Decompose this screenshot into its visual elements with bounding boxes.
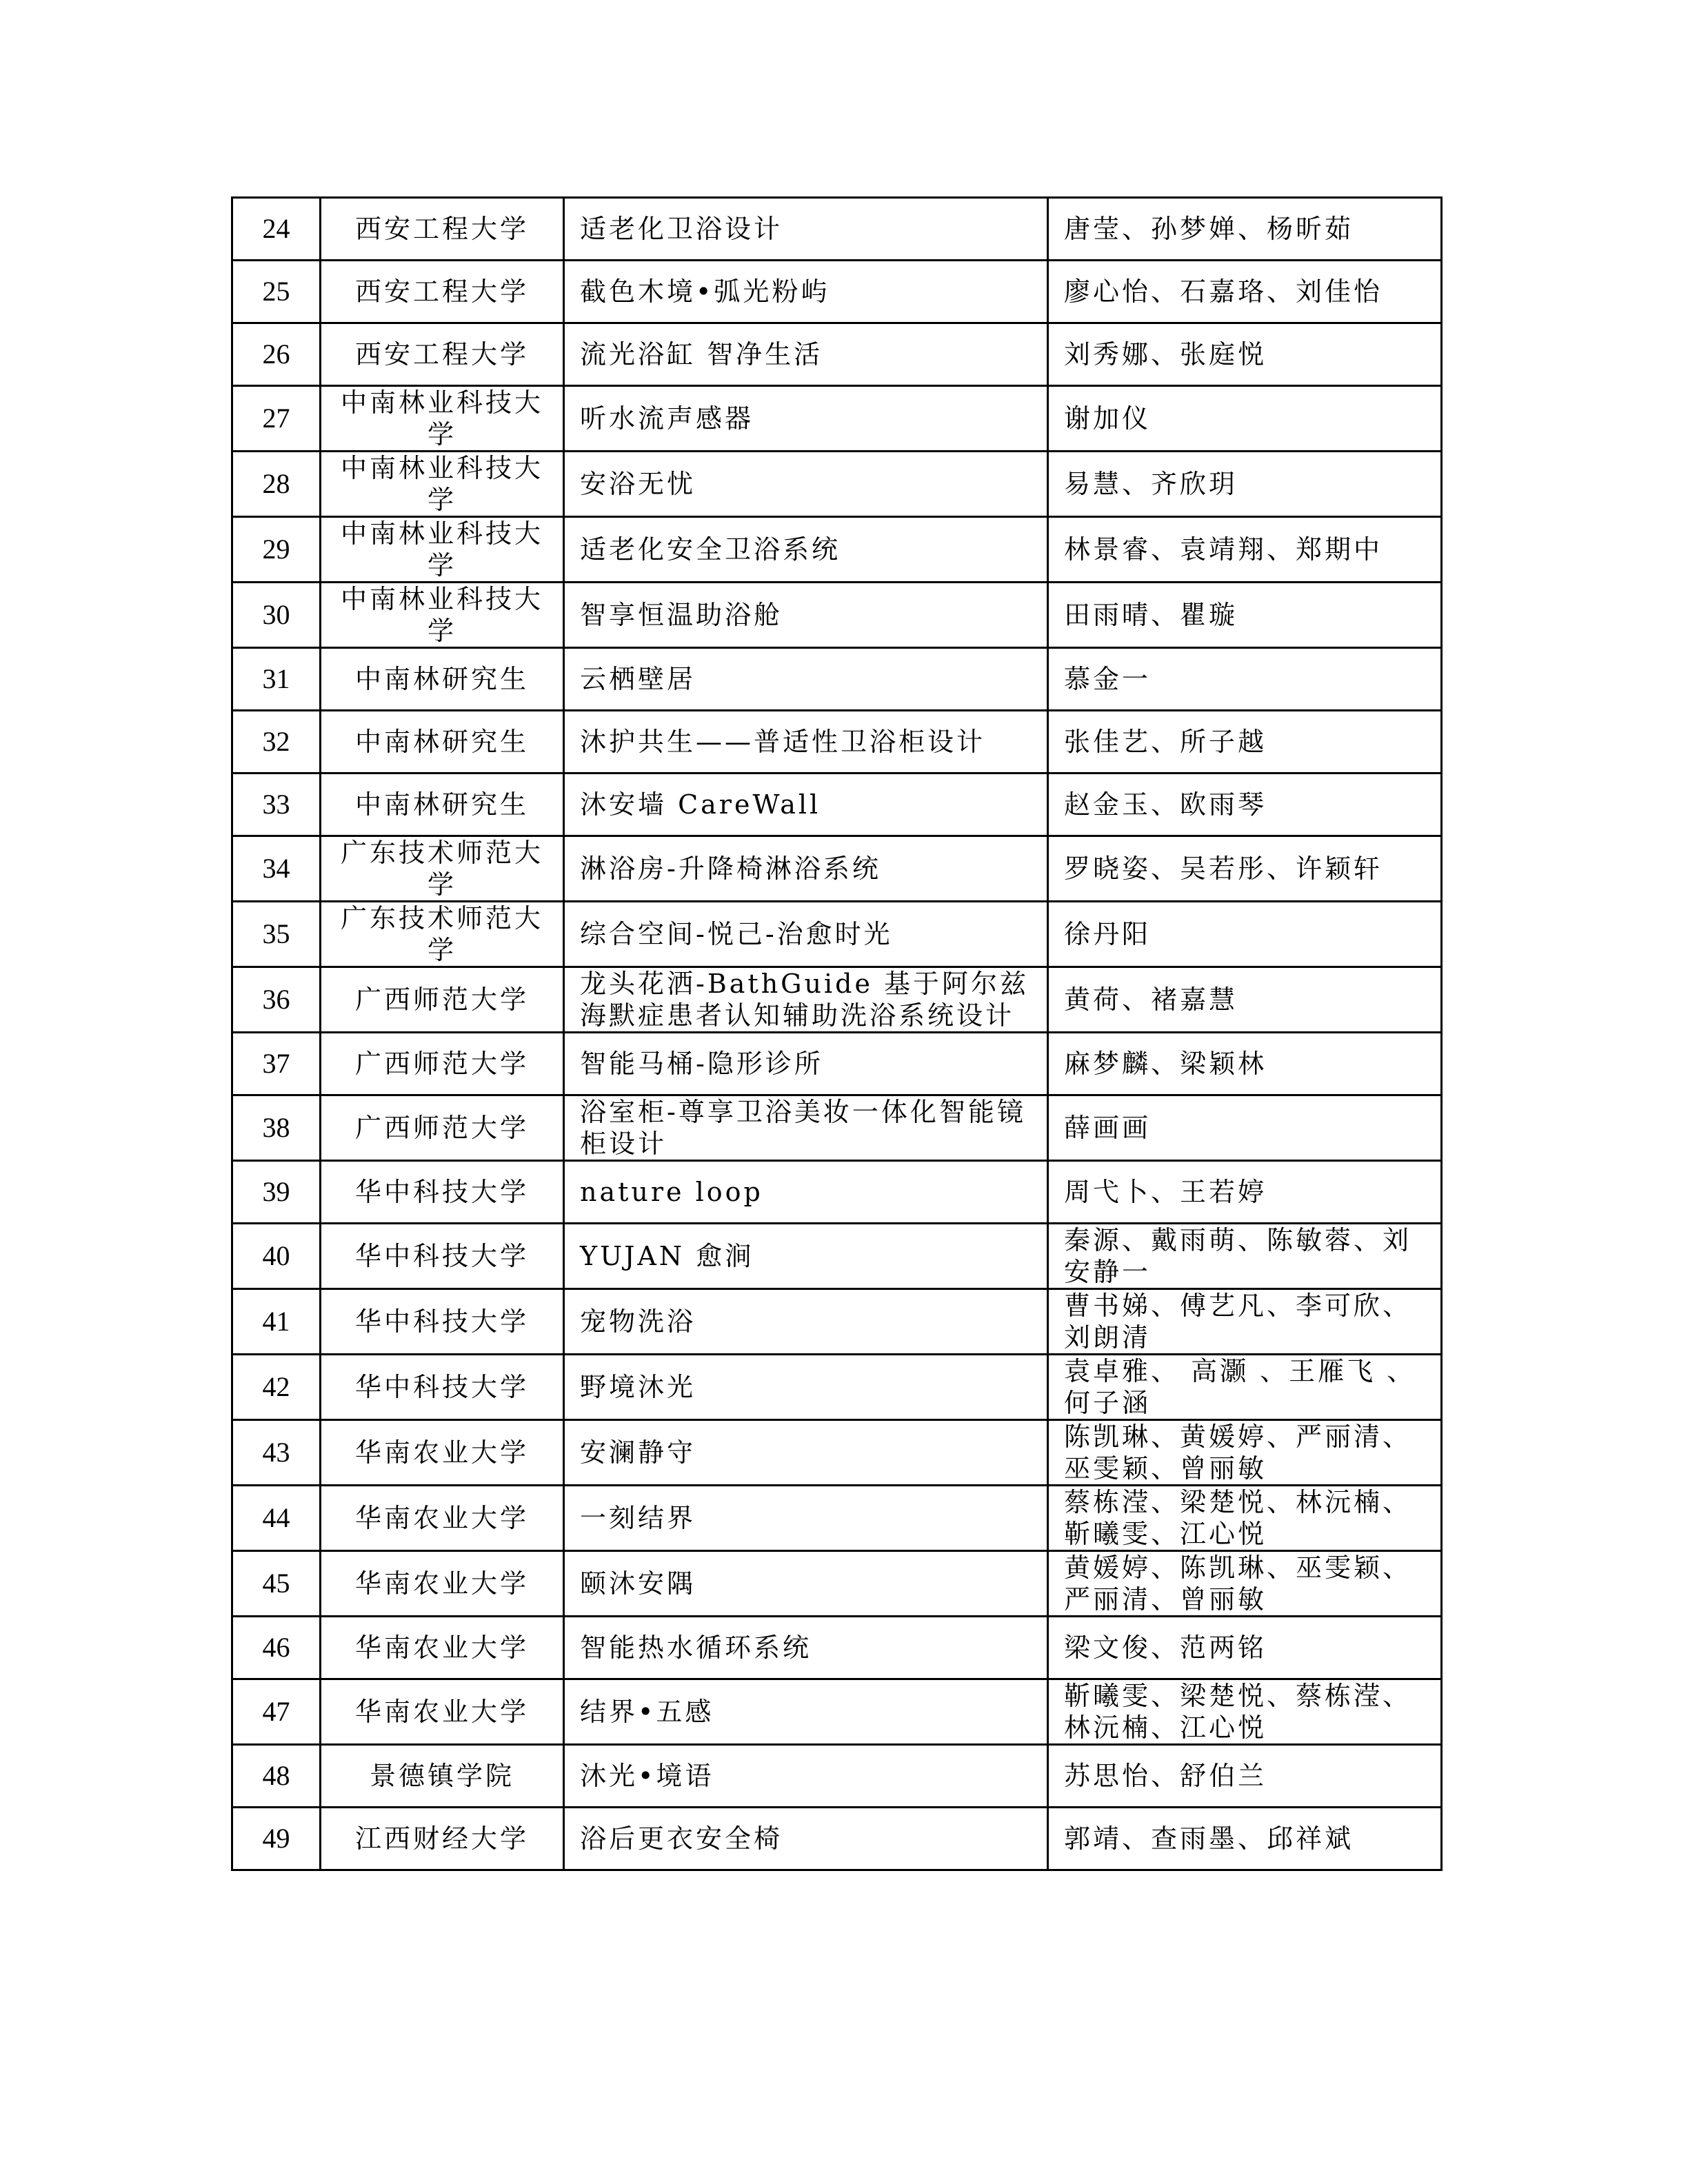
work-title: 龙头花洒-BathGuide 基于阿尔兹海默症患者认知辅助洗浴系统设计 bbox=[564, 967, 1048, 1033]
row-number: 49 bbox=[232, 1808, 321, 1870]
table-row bbox=[232, 1420, 1442, 1486]
work-title: 一刻结界 bbox=[564, 1486, 1048, 1551]
school-name: 华中科技大学 bbox=[321, 1355, 564, 1420]
table-row bbox=[232, 1224, 1442, 1289]
row-number: 38 bbox=[232, 1095, 321, 1161]
school-name: 华南农业大学 bbox=[321, 1420, 564, 1486]
row-number: 33 bbox=[232, 774, 321, 836]
school-name: 景德镇学院 bbox=[321, 1745, 564, 1808]
team-members: 徐丹阳 bbox=[1048, 902, 1442, 967]
row-number: 35 bbox=[232, 902, 321, 967]
table-row bbox=[232, 1679, 1442, 1745]
work-title: 沐光•境语 bbox=[564, 1745, 1048, 1808]
row-number: 32 bbox=[232, 711, 321, 774]
team-members: 黄媛婷、陈凯琳、巫雯颖、严丽清、曾丽敏 bbox=[1048, 1551, 1442, 1617]
work-title: 安浴无忧 bbox=[564, 452, 1048, 517]
school-name: 中南林业科技大学 bbox=[321, 583, 564, 648]
row-number: 26 bbox=[232, 323, 321, 386]
table-row bbox=[232, 198, 1442, 261]
work-title: 淋浴房-升降椅淋浴系统 bbox=[564, 836, 1048, 902]
team-members: 田雨晴、瞿璇 bbox=[1048, 583, 1442, 648]
school-name: 中南林业科技大学 bbox=[321, 386, 564, 452]
work-title: 云栖壁居 bbox=[564, 648, 1048, 711]
table-row bbox=[232, 836, 1442, 902]
table-row bbox=[232, 583, 1442, 648]
work-title: 综合空间-悦己-治愈时光 bbox=[564, 902, 1048, 967]
work-title: 颐沐安隅 bbox=[564, 1551, 1048, 1617]
team-members: 曹书娣、傅艺凡、李可欣、刘朗清 bbox=[1048, 1289, 1442, 1355]
row-number: 47 bbox=[232, 1679, 321, 1745]
team-members: 易慧、齐欣玥 bbox=[1048, 452, 1442, 517]
team-members: 秦源、戴雨萌、陈敏蓉、刘安静一 bbox=[1048, 1224, 1442, 1289]
team-members: 黄荷、褚嘉慧 bbox=[1048, 967, 1442, 1033]
row-number: 30 bbox=[232, 583, 321, 648]
school-name: 江西财经大学 bbox=[321, 1808, 564, 1870]
school-name: 华中科技大学 bbox=[321, 1289, 564, 1355]
row-number: 31 bbox=[232, 648, 321, 711]
team-members: 袁卓雅、 高灏 、王雁飞 、何子涵 bbox=[1048, 1355, 1442, 1420]
table-row bbox=[232, 386, 1442, 452]
row-number: 45 bbox=[232, 1551, 321, 1617]
table-row bbox=[232, 517, 1442, 583]
work-title: 安澜静守 bbox=[564, 1420, 1048, 1486]
table-row bbox=[232, 1808, 1442, 1870]
row-number: 46 bbox=[232, 1617, 321, 1679]
table-row bbox=[232, 1617, 1442, 1679]
school-name: 中南林研究生 bbox=[321, 711, 564, 774]
table-row bbox=[232, 1745, 1442, 1808]
table-row bbox=[232, 1551, 1442, 1617]
work-title: 智能热水循环系统 bbox=[564, 1617, 1048, 1679]
school-name: 华中科技大学 bbox=[321, 1161, 564, 1224]
work-title: 沐安墙 CareWall bbox=[564, 774, 1048, 836]
team-members: 罗晓姿、吴若彤、许颖轩 bbox=[1048, 836, 1442, 902]
work-title: YUJAN 愈涧 bbox=[564, 1224, 1048, 1289]
row-number: 43 bbox=[232, 1420, 321, 1486]
team-members: 薛画画 bbox=[1048, 1095, 1442, 1161]
team-members: 苏思怡、舒伯兰 bbox=[1048, 1745, 1442, 1808]
work-title: 适老化安全卫浴系统 bbox=[564, 517, 1048, 583]
team-members: 靳曦雯、梁楚悦、蔡栋滢、林沅楠、江心悦 bbox=[1048, 1679, 1442, 1745]
table-row bbox=[232, 711, 1442, 774]
table-row bbox=[232, 452, 1442, 517]
row-number: 39 bbox=[232, 1161, 321, 1224]
work-title: 结界•五感 bbox=[564, 1679, 1048, 1745]
table-row bbox=[232, 1033, 1442, 1095]
row-number: 29 bbox=[232, 517, 321, 583]
team-members: 赵金玉、欧雨琴 bbox=[1048, 774, 1442, 836]
school-name: 华中科技大学 bbox=[321, 1224, 564, 1289]
school-name: 广东技术师范大学 bbox=[321, 836, 564, 902]
school-name: 中南林业科技大学 bbox=[321, 452, 564, 517]
row-number: 36 bbox=[232, 967, 321, 1033]
table-row bbox=[232, 902, 1442, 967]
work-title: 野境沐光 bbox=[564, 1355, 1048, 1420]
award-list-table bbox=[231, 196, 1443, 1871]
work-title: 宠物洗浴 bbox=[564, 1289, 1048, 1355]
team-members: 郭靖、查雨墨、邱祥斌 bbox=[1048, 1808, 1442, 1870]
school-name: 中南林研究生 bbox=[321, 648, 564, 711]
table-row bbox=[232, 1486, 1442, 1551]
school-name: 西安工程大学 bbox=[321, 261, 564, 323]
school-name: 广东技术师范大学 bbox=[321, 902, 564, 967]
team-members: 梁文俊、范两铭 bbox=[1048, 1617, 1442, 1679]
table-row bbox=[232, 648, 1442, 711]
work-title: 听水流声感器 bbox=[564, 386, 1048, 452]
row-number: 28 bbox=[232, 452, 321, 517]
work-title: 沐护共生——普适性卫浴柜设计 bbox=[564, 711, 1048, 774]
school-name: 广西师范大学 bbox=[321, 967, 564, 1033]
school-name: 中南林业科技大学 bbox=[321, 517, 564, 583]
row-number: 44 bbox=[232, 1486, 321, 1551]
team-members: 廖心怡、石嘉珞、刘佳怡 bbox=[1048, 261, 1442, 323]
team-members: 陈凯琳、黄媛婷、严丽清、巫雯颖、曾丽敏 bbox=[1048, 1420, 1442, 1486]
team-members: 谢加仪 bbox=[1048, 386, 1442, 452]
school-name: 华南农业大学 bbox=[321, 1551, 564, 1617]
school-name: 西安工程大学 bbox=[321, 323, 564, 386]
work-title: nature loop bbox=[564, 1161, 1048, 1224]
school-name: 中南林研究生 bbox=[321, 774, 564, 836]
row-number: 27 bbox=[232, 386, 321, 452]
team-members: 麻梦麟、梁颖林 bbox=[1048, 1033, 1442, 1095]
work-title: 智享恒温助浴舱 bbox=[564, 583, 1048, 648]
work-title: 适老化卫浴设计 bbox=[564, 198, 1048, 261]
team-members: 唐莹、孙梦婵、杨昕茹 bbox=[1048, 198, 1442, 261]
table-row bbox=[232, 1161, 1442, 1224]
school-name: 西安工程大学 bbox=[321, 198, 564, 261]
work-title: 截色木境•弧光粉屿 bbox=[564, 261, 1048, 323]
table-row bbox=[232, 967, 1442, 1033]
school-name: 广西师范大学 bbox=[321, 1033, 564, 1095]
award-list-table-container bbox=[231, 196, 1440, 1871]
row-number: 42 bbox=[232, 1355, 321, 1420]
team-members: 慕金一 bbox=[1048, 648, 1442, 711]
row-number: 24 bbox=[232, 198, 321, 261]
row-number: 25 bbox=[232, 261, 321, 323]
school-name: 华南农业大学 bbox=[321, 1617, 564, 1679]
school-name: 广西师范大学 bbox=[321, 1095, 564, 1161]
table-row bbox=[232, 774, 1442, 836]
row-number: 41 bbox=[232, 1289, 321, 1355]
team-members: 蔡栋滢、梁楚悦、林沅楠、靳曦雯、江心悦 bbox=[1048, 1486, 1442, 1551]
table-row bbox=[232, 1095, 1442, 1161]
team-members: 张佳艺、所子越 bbox=[1048, 711, 1442, 774]
work-title: 流光浴缸 智净生活 bbox=[564, 323, 1048, 386]
table-row bbox=[232, 323, 1442, 386]
row-number: 40 bbox=[232, 1224, 321, 1289]
table-row bbox=[232, 261, 1442, 323]
table-body bbox=[232, 198, 1442, 1870]
team-members: 林景睿、袁靖翔、郑期中 bbox=[1048, 517, 1442, 583]
work-title: 浴后更衣安全椅 bbox=[564, 1808, 1048, 1870]
school-name: 华南农业大学 bbox=[321, 1679, 564, 1745]
row-number: 37 bbox=[232, 1033, 321, 1095]
row-number: 34 bbox=[232, 836, 321, 902]
work-title: 智能马桶-隐形诊所 bbox=[564, 1033, 1048, 1095]
table-row bbox=[232, 1289, 1442, 1355]
team-members: 周弋卜、王若婷 bbox=[1048, 1161, 1442, 1224]
school-name: 华南农业大学 bbox=[321, 1486, 564, 1551]
table-row bbox=[232, 1355, 1442, 1420]
team-members: 刘秀娜、张庭悦 bbox=[1048, 323, 1442, 386]
row-number: 48 bbox=[232, 1745, 321, 1808]
work-title: 浴室柜-尊享卫浴美妆一体化智能镜柜设计 bbox=[564, 1095, 1048, 1161]
